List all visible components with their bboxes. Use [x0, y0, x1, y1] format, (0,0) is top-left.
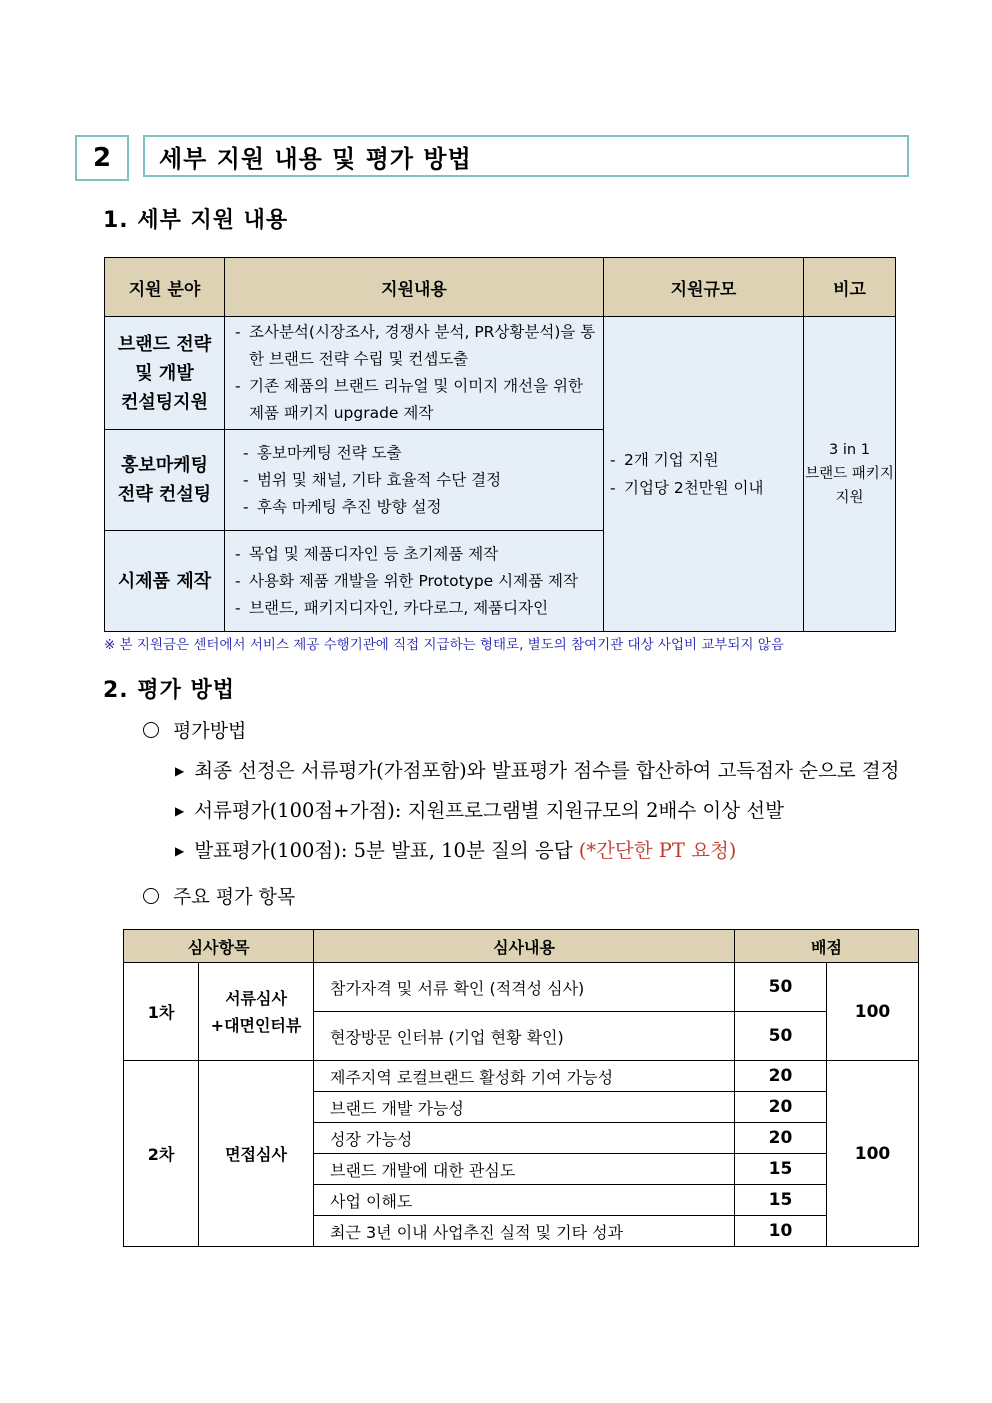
evaluation-heading: 2. 평가 방법 — [103, 678, 235, 703]
list-item: - 목업 및 제품디자인 등 초기제품 제작 — [235, 544, 499, 563]
criteria-score: 10 — [735, 1216, 827, 1247]
list-item: - 기존 제품의 브랜드 리뉴얼 및 이미지 개선을 위한 제품 패키지 upgrade 제작 — [235, 377, 583, 422]
section-number: 2 — [75, 135, 129, 181]
support-footnote: ※ 본 지원금은 센터에서 서비스 제공 수행기관에 직접 지급하는 형태로, 별도의 참여기관 대상 사업비 교부되지 않음 — [104, 637, 784, 653]
criteria-content: 브랜드 개발에 대한 관심도 — [314, 1154, 735, 1185]
list-item: - 후속 마케팅 추진 방향 설정 — [243, 497, 442, 516]
support-category: 브랜드 전략 및 개발 컨설팅지원 — [105, 317, 225, 430]
support-note: 3 in 1 브랜드 패키지 지원 — [804, 317, 896, 632]
criteria-content: 제주지역 로컬브랜드 활성화 기여 가능성 — [314, 1061, 735, 1092]
criteria-content: 사업 이해도 — [314, 1185, 735, 1216]
list-item: - 2개 기업 지원 — [610, 451, 719, 469]
criteria-content: 현장방문 인터뷰 (기업 현황 확인) — [314, 1012, 735, 1061]
round-total: 100 — [827, 963, 919, 1061]
support-header-content: 지원내용 — [225, 258, 604, 317]
method-item: ▶ 최종 선정은 서류평가(가점포함)와 발표평가 점수를 합산하여 고득점자 순으로 결정 — [175, 759, 900, 782]
criteria-score: 20 — [735, 1092, 827, 1123]
support-category: 시제품 제작 — [105, 531, 225, 632]
circle-bullet-icon — [143, 722, 159, 738]
criteria-score: 20 — [735, 1061, 827, 1092]
criteria-score: 50 — [735, 1012, 827, 1061]
criteria-header-score: 배점 — [735, 930, 919, 963]
support-table — [104, 257, 896, 632]
list-item: - 기업당 2천만원 이내 — [610, 479, 764, 497]
criteria-header-content: 심사내용 — [314, 930, 735, 963]
method-item: ▶ 서류평가(100점+가점): 지원프로그램별 지원규모의 2배수 이상 선발 — [175, 799, 784, 822]
triangle-bullet-icon: ▶ — [175, 844, 185, 858]
support-header-note: 비고 — [804, 258, 896, 317]
support-content — [225, 531, 604, 632]
criteria-score: 15 — [735, 1185, 827, 1216]
criteria-table — [123, 929, 919, 1247]
list-item: - 조사분석(시장조사, 경쟁사 분석, PR상황분석)을 통한 브랜드 전략 수립 및 컨셉도출 — [235, 323, 596, 368]
triangle-bullet-icon: ▶ — [175, 804, 185, 818]
criteria-title: 주요 평가 항목 — [143, 882, 295, 909]
criteria-content: 성장 가능성 — [314, 1123, 735, 1154]
section-header — [75, 135, 913, 180]
criteria-score: 20 — [735, 1123, 827, 1154]
list-item: - 홍보마케팅 전략 도출 — [243, 443, 402, 462]
list-item: - 범위 및 채널, 기타 효율적 수단 결정 — [243, 470, 502, 489]
round-total: 100 — [827, 1061, 919, 1247]
method-item: ▶ 발표평가(100점): 5분 발표, 10분 질의 응답 (*간단한 PT 요청) — [175, 839, 737, 862]
support-heading: 1. 세부 지원 내용 — [103, 208, 289, 233]
support-scale — [604, 317, 804, 632]
support-header-field: 지원 분야 — [105, 258, 225, 317]
support-content — [225, 430, 604, 531]
criteria-score: 15 — [735, 1154, 827, 1185]
criteria-content: 브랜드 개발 가능성 — [314, 1092, 735, 1123]
list-item: - 브랜드, 패키지디자인, 카다로그, 제품디자인 — [235, 598, 549, 617]
criteria-content: 최근 3년 이내 사업추진 실적 및 기타 성과 — [314, 1216, 735, 1247]
section-title: 세부 지원 내용 및 평가 방법 — [143, 135, 909, 177]
method-note: (*간단한 PT 요청) — [578, 839, 737, 862]
round-type: 면접심사 — [199, 1061, 314, 1247]
triangle-bullet-icon: ▶ — [175, 764, 185, 778]
criteria-score: 50 — [735, 963, 827, 1012]
method-title: 평가방법 — [143, 716, 246, 743]
criteria-header-item: 심사항목 — [124, 930, 314, 963]
support-category: 홍보마케팅 전략 컨설팅 — [105, 430, 225, 531]
support-content — [225, 317, 604, 430]
circle-bullet-icon — [143, 888, 159, 904]
list-item: - 사용화 제품 개발을 위한 Prototype 시제품 제작 — [235, 571, 578, 590]
round-label: 1차 — [124, 963, 199, 1061]
support-header-scale: 지원규모 — [604, 258, 804, 317]
round-label: 2차 — [124, 1061, 199, 1247]
round-type: 서류심사 +대면인터뷰 — [199, 963, 314, 1061]
criteria-content: 참가자격 및 서류 확인 (적격성 심사) — [314, 963, 735, 1012]
